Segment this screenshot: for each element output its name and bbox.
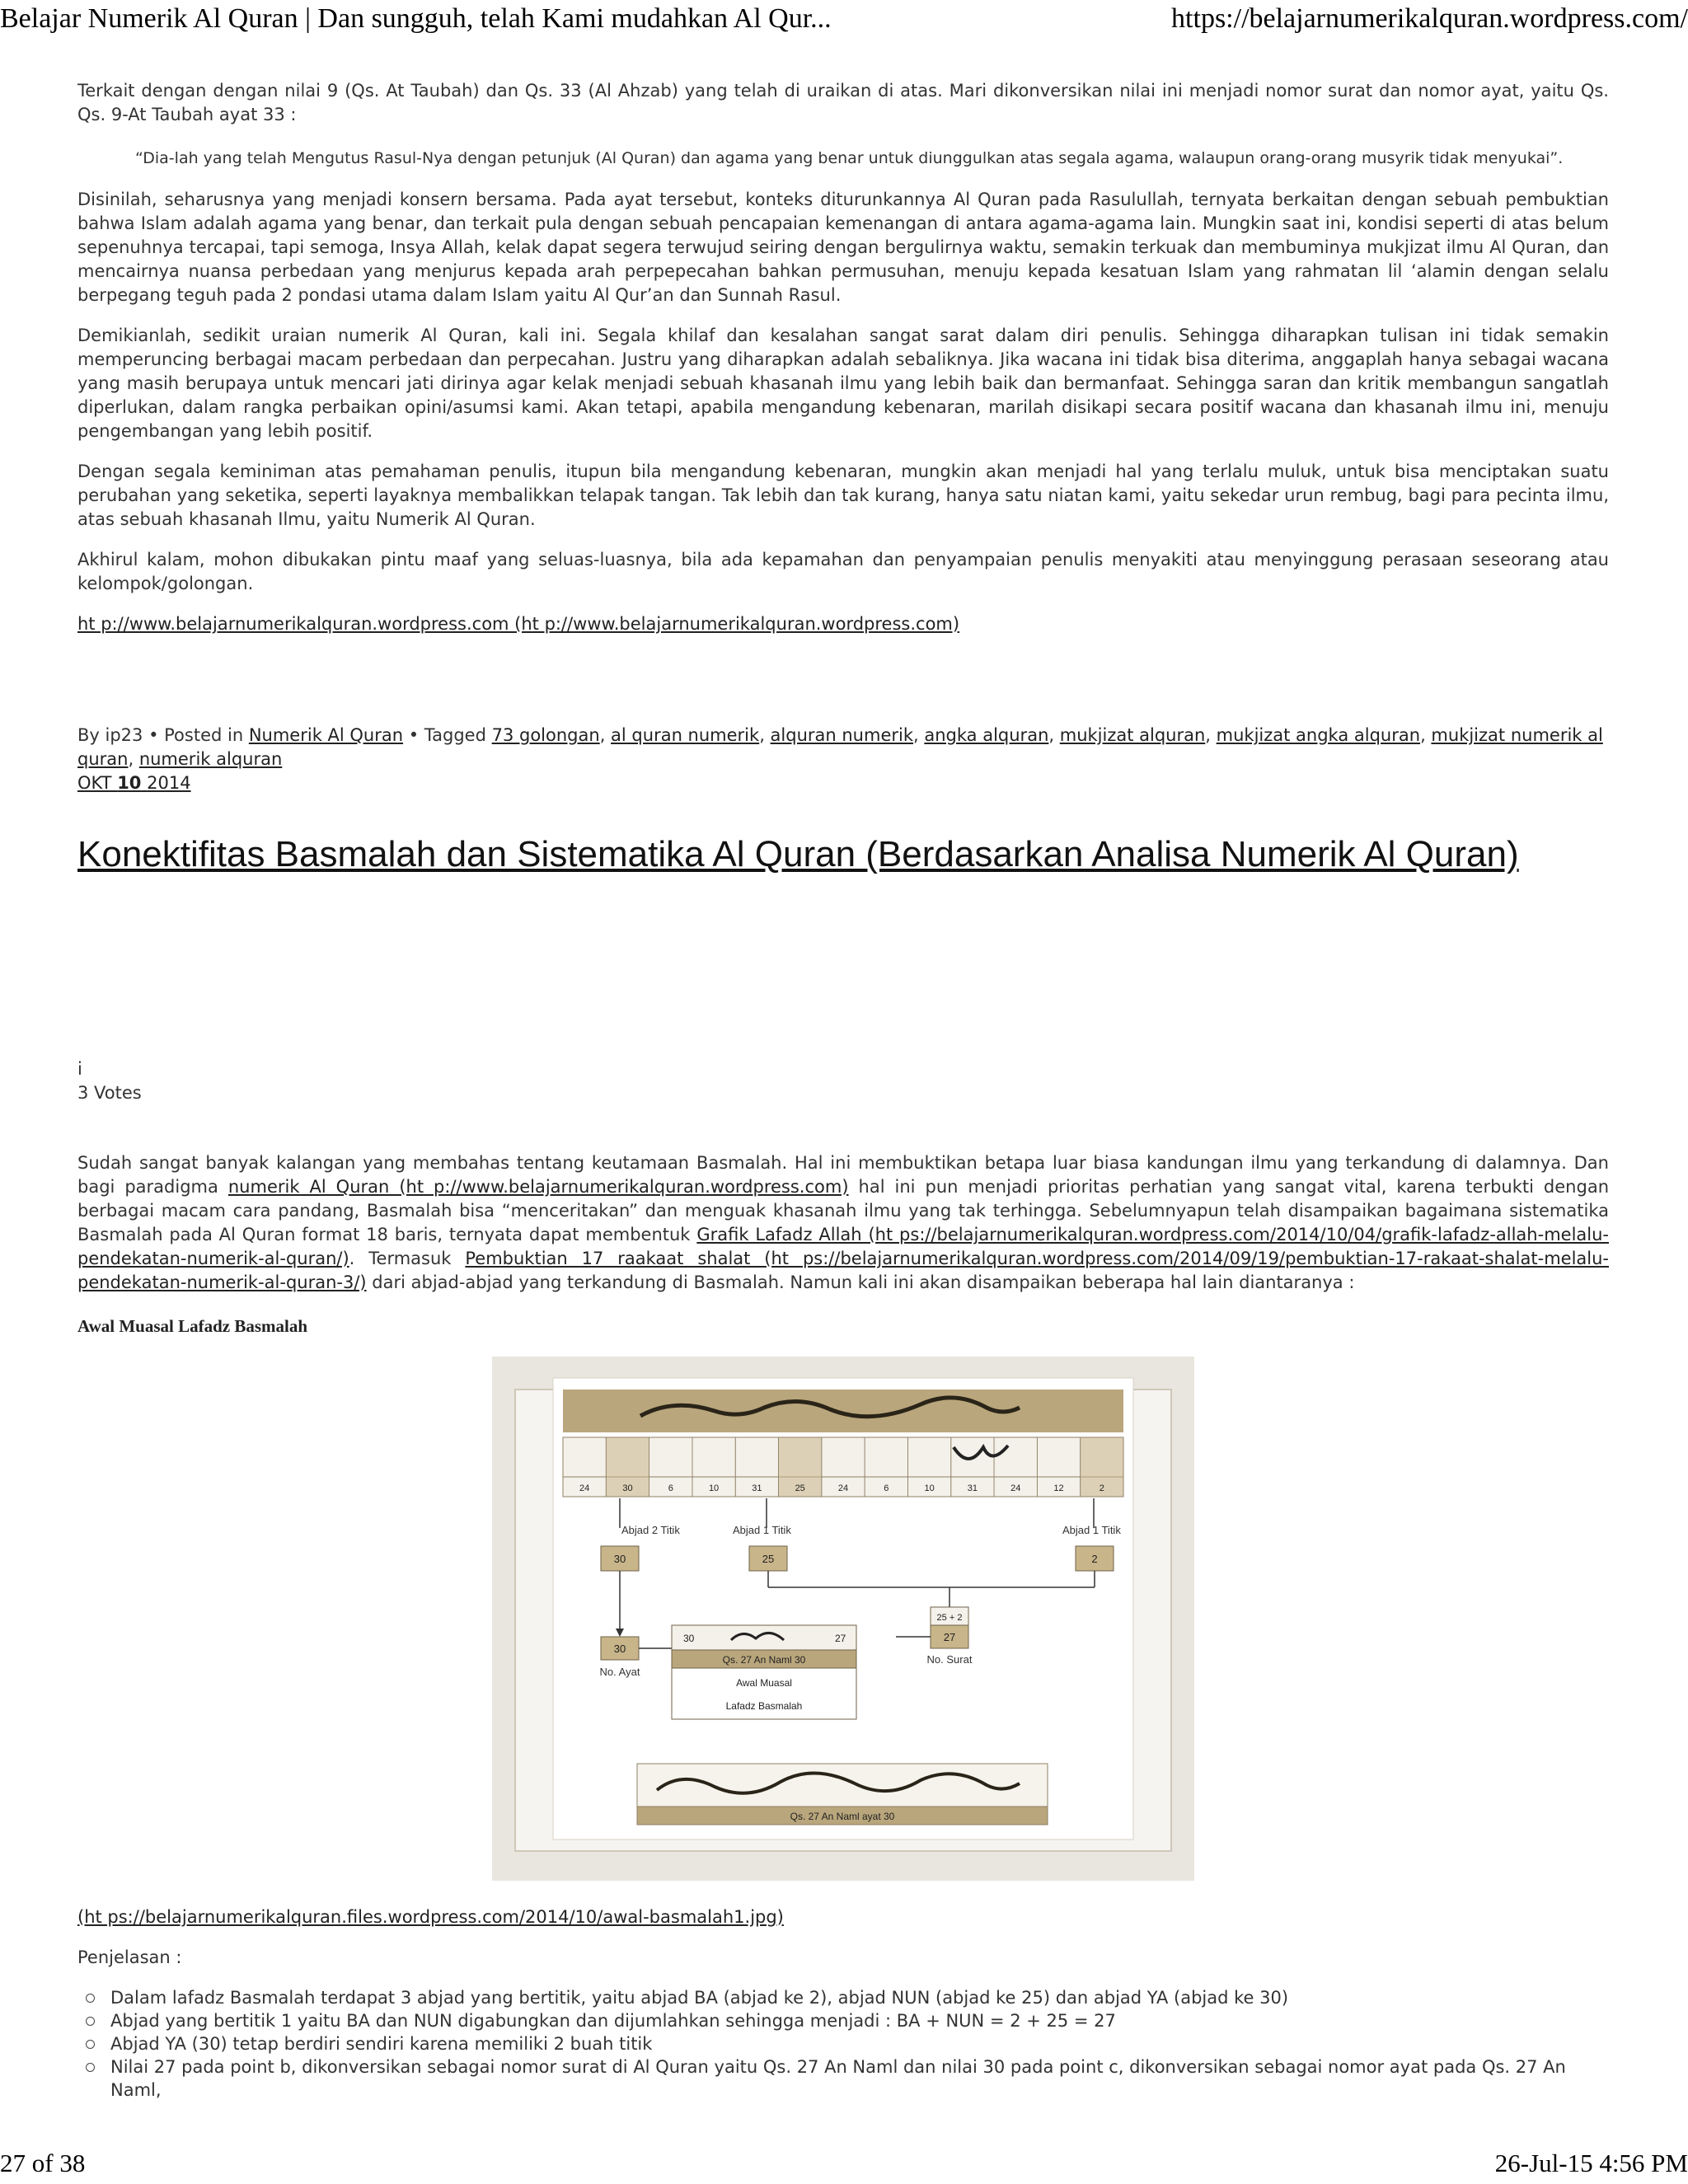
tag-separator: , xyxy=(128,749,139,769)
center-box-line-2: Awal Muasal xyxy=(736,1677,792,1689)
list-item: Nilai 27 pada point b, dikonversikan sebagai nomor surat di Al Quran yaitu Qs. 27 An Naml dan nilai 30 pada point c, dikonversikan sebagai nomor ayat pada Qs. 27 An Naml, xyxy=(110,2055,1609,2102)
post-meta xyxy=(77,724,1609,771)
prev-post-paragraph-3: Demikianlah, sedikit uraian numerik Al Quran, kali ini. Segala khilaf dan kesalahan sangat sarat dalam diri penulis. Sehingga diharapkan tulisan ini tidak semakin memperuncing berbagai macam perbedaan dan perpecahan. Justru yang diharapkan adalah sebaliknya. Jika wacana ini tidak bisa diterima, anggaplah hanya sebagai wacana yang masih berupaya untuk mencari jati dirinya agar kelak menjadi sebuah khasanah ilmu yang lebih baik dan bermanfaat. Sehingga saran dan kritik membangun sangatlah diperlukan, dalam rangka perbaikan opini/asumsi kami. Akan tetapi, apabila mengandung kebenaran, marilah disikapi secara positif wacana dan khasanah ilmu ini, menuju pengembangan yang lebih positif. xyxy=(77,326,1609,441)
explanation-list xyxy=(77,1986,1609,2102)
tag-separator: , xyxy=(913,725,925,745)
letter-value: 25 xyxy=(795,1483,805,1493)
list-item: Abjad yang bertitik 1 yaitu BA dan NUN digabungkan dan dijumlahkan sehingga menjadi : BA + NUN = 2 + 25 = 27 xyxy=(110,2009,1609,2032)
post-title[interactable]: Konektifitas Basmalah dan Sistematika Al Quran (Berdasarkan Analisa Numerik Al Quran) xyxy=(77,834,1519,874)
center-box-line-3: Lafadz Basmalah xyxy=(725,1700,803,1712)
grafik-lafadz-link[interactable]: Grafik Lafadz Allah (ht ps://belajarnumerikalquran.wordpress.com/2014/10/04/grafik-lafadz-allah-melalu-pendekatan-numerik-al-quran/) xyxy=(77,1225,1609,1268)
box-sum-text: 25 + 2 xyxy=(936,1613,963,1623)
date-month: OKT xyxy=(77,773,112,793)
tag-link[interactable]: 73 golongan xyxy=(491,725,600,745)
letter-value: 24 xyxy=(837,1483,849,1493)
vote-count: 3 Votes xyxy=(77,1083,142,1103)
rating-icon[interactable]: i xyxy=(77,1059,82,1079)
print-footer-date: 26-Jul-15 4:56 PM xyxy=(1494,2149,1688,2177)
tagged-label: • Tagged xyxy=(403,725,492,745)
center-box-header xyxy=(672,1625,856,1650)
letter-value: 6 xyxy=(668,1483,673,1493)
box-nun-text: 25 xyxy=(762,1553,775,1565)
intro-text: dari abjad-abjad yang terkandung di Basmalah. Namun kali ini akan disampaikan beberapa hal lain diantaranya : xyxy=(366,1272,1355,1292)
letter-value: 10 xyxy=(924,1483,935,1493)
letter-value: 31 xyxy=(752,1483,762,1493)
letter-value: 24 xyxy=(1010,1483,1021,1493)
print-header-url: https://belajarnumerikalquran.wordpress.com/ xyxy=(1171,3,1688,34)
tag-separator: , xyxy=(759,725,771,745)
prev-post-paragraph-5: Akhirul kalam, mohon dibukakan pintu maaf yang seluas-luasnya, bila ada kepamahan dan penyampaian penulis menyakiti atau menyinggung perasaan seseorang atau kelompok/golongan. xyxy=(77,550,1609,593)
post-date-link[interactable] xyxy=(77,773,191,793)
box-surat-text: 27 xyxy=(943,1631,956,1643)
label-abjad-2-titik: Abjad 2 Titik xyxy=(621,1524,680,1536)
box-ya-text: 30 xyxy=(613,1553,626,1565)
tag-separator: , xyxy=(1205,725,1217,745)
category-link[interactable]: Numerik Al Quran xyxy=(248,725,404,745)
tag-separator: , xyxy=(1420,725,1432,745)
tag-link[interactable]: mukjizat alquran xyxy=(1059,725,1206,745)
label-abjad-1-titik-mid: Abjad 1 Titik xyxy=(733,1524,791,1536)
prev-post-paragraph-2: Disinilah, seharusnya yang menjadi konsern bersama. Pada ayat tersebut, konteks diturunkannya Al Quran pada Rasulullah, ternyata berkaitan dengan sebuah pembuktian bahwa Islam adalah agama yang benar, dan terkait pula dengan sebuah pencapaian kemenangan di antara agama-agama lain. Mungkin saat ini, kondisi seperti di atas belum sepenuhnya tercapai, tapi semoga, Insya Allah, kelak dapat segera terwujud seiring dengan bergulirnya waktu, semakin terkuak dan membuminya mukjizat ilmu Al Quran, dan mencairnya nuansa perbedaan yang menjurus kepada arah perpepecahan bahkan permusuhan, menuju kepada kesatuan Islam yang rahmatan lil ‘alamin dengan selalu berpegang teguh pada 2 pondasi utama dalam Islam yaitu Al Qur’an dan Sunnah Rasul. xyxy=(77,190,1609,305)
tag-link[interactable]: angka alquran xyxy=(924,725,1049,745)
center-box-left-num: 30 xyxy=(683,1633,695,1644)
box-ba-text: 2 xyxy=(1091,1553,1098,1565)
letter-value: 10 xyxy=(708,1483,720,1493)
pembuktian-link[interactable]: Pembuktian 17 raakaat shalat (ht ps://belajarnumerikalquran.wordpress.com/2014/09/19/pembuktian-17-rakaat-shalat-melalu-pendekatan-numerik-al-quran-3/) xyxy=(77,1249,1609,1292)
list-item: Dalam lafadz Basmalah terdapat 3 abjad yang bertitik, yaitu abjad BA (abjad ke 2), abjad NUN (abjad ke 25) dan abjad YA (abjad ke 30) xyxy=(110,1986,1609,2009)
letter-value: 6 xyxy=(884,1483,889,1493)
tag-separator: , xyxy=(1048,725,1060,745)
tag-link[interactable]: alquran numerik xyxy=(770,725,914,745)
tag-link[interactable]: mukjizat angka alquran xyxy=(1216,725,1421,745)
caption-no-surat: No. Surat xyxy=(926,1653,973,1666)
caption-no-ayat: No. Ayat xyxy=(599,1666,640,1678)
intro-text: hal ini pun menjadi prioritas perhatian yang sangat vital, karena terbukti dengan berbagai macam cara pandang, Basmalah bisa “menceritakan” dan menguak khasanah ilmu yang tak terhingga. Sebelumnyapun telah disampaikan bagaimana sistematika Basmalah pada Al Quran format 18 baris, ternyata dapat membentuk xyxy=(77,1177,1610,1244)
post-intro xyxy=(77,1151,1609,1295)
penjelasan-label: Penjelasan : xyxy=(77,1947,182,1967)
letter-value: 12 xyxy=(1053,1483,1064,1493)
list-item: Abjad YA (30) tetap berdiri sendiri karena memiliki 2 buah titik xyxy=(110,2032,1609,2055)
prev-post-link[interactable]: ht p://www.belajarnumerikalquran.wordpress.com (ht p://www.belajarnumerikalquran.wordpress.com) xyxy=(77,614,960,634)
date-year: 2014 xyxy=(147,773,191,793)
tag-separator: , xyxy=(599,725,612,745)
letter-value: 31 xyxy=(967,1483,978,1493)
label-abjad-1-titik-right: Abjad 1 Titik xyxy=(1062,1524,1121,1536)
numerik-link[interactable]: numerik Al Quran (ht p://www.belajarnumerikalquran.wordpress.com) xyxy=(227,1177,849,1197)
intro-text: . Termasuk xyxy=(349,1249,466,1268)
prev-post-paragraph-4: Dengan segala keminiman atas pemahaman penulis, itupun bila mengandung kebenaran, mungkin akan menjadi hal yang terlalu muluk, untuk bisa menciptakan suatu perubahan yang seketika, seperti layaknya membalikkan telapak tangan. Tak lebih dan tak kurang, hanya satu niatan kami, yaitu sekedar urun rembug, bagi para pecinta ilmu, atas sebuah khasanah Ilmu, yaitu Numerik Al Quran. xyxy=(77,462,1609,529)
basmalah-diagram-svg xyxy=(492,1357,1194,1881)
letter-value: 24 xyxy=(579,1483,590,1493)
ayat-caption-text: Qs. 27 An Naml ayat 30 xyxy=(790,1811,895,1822)
letter-value: 2 xyxy=(1099,1483,1104,1493)
image-source-link[interactable]: (ht ps://belajarnumerikalquran.files.wordpress.com/2014/10/awal-basmalah1.jpg) xyxy=(77,1907,784,1927)
basmalah-diagram[interactable] xyxy=(492,1357,1194,1881)
letter-value: 30 xyxy=(622,1483,633,1493)
box-ayat-text: 30 xyxy=(613,1643,626,1655)
intro-text: Sudah sangat banyak kalangan yang membahas tentang keutamaan Basmalah. Hal ini membuktikan betapa luar biasa kandungan ilmu yang terkandung di dalamnya. Dan bagi paradigma xyxy=(77,1153,1609,1197)
page-content xyxy=(77,79,1609,2102)
print-footer-page: 27 of 38 xyxy=(0,2149,86,2177)
date-day: 10 xyxy=(117,773,142,793)
post-author: By ip23 • Posted in xyxy=(77,725,249,745)
prev-post-paragraph-1: Terkait dengan dengan nilai 9 (Qs. At Taubah) dan Qs. 33 (Al Ahzab) yang telah di uraikan di atas. Mari dikonversikan nilai ini menjadi nomor surat dan nomor ayat, yaitu Qs. Qs. 9-At Taubah ayat 33 : xyxy=(77,81,1609,124)
center-box-title-text: Qs. 27 An Naml 30 xyxy=(722,1654,806,1666)
print-header-title: Belajar Numerik Al Quran | Dan sungguh, telah Kami mudahkan Al Qur... xyxy=(0,3,832,34)
tag-link[interactable]: numerik alquran xyxy=(138,749,283,769)
center-box-right-num: 27 xyxy=(835,1633,846,1644)
section-heading: Awal Muasal Lafadz Basmalah xyxy=(77,1316,308,1336)
prev-post-quote: “Dia-lah yang telah Mengutus Rasul-Nya dengan petunjuk (Al Quran) dan agama yang benar untuk diunggulkan atas segala agama, walaupun orang-orang musyrik tidak menyukai”. xyxy=(135,149,1564,167)
tag-link[interactable]: mukjizat numerik al quran xyxy=(77,725,1603,769)
tag-link[interactable]: al quran numerik xyxy=(611,725,760,745)
